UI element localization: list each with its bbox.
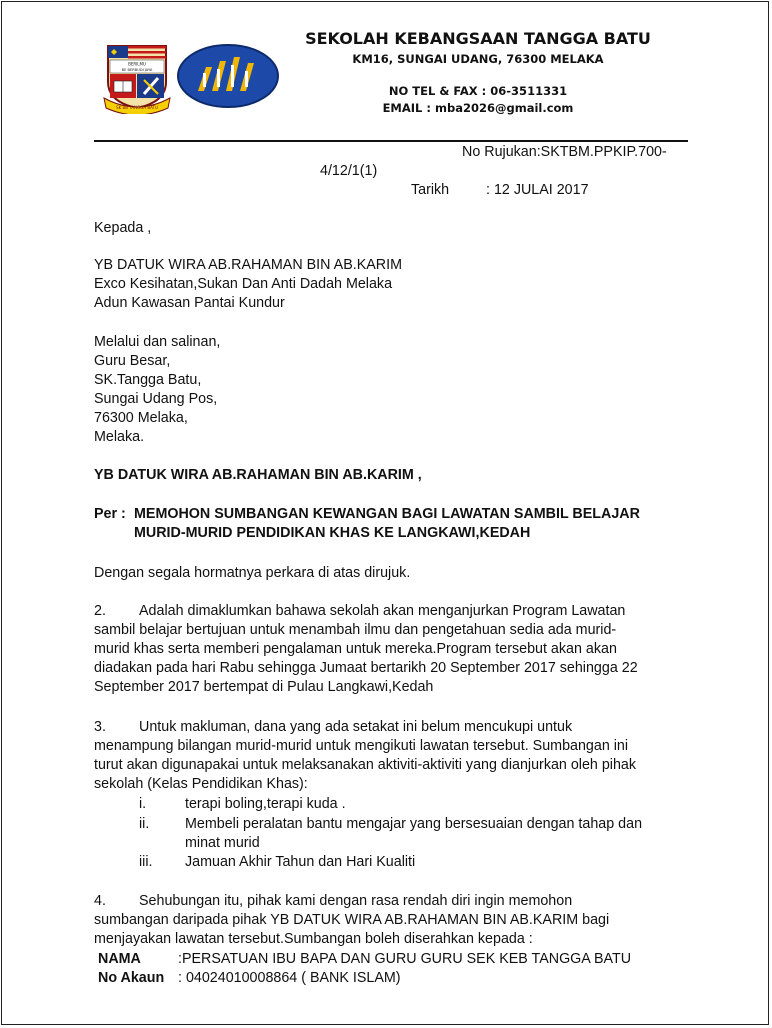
via-line: SK.Tangga Batu,	[94, 372, 202, 388]
school-email: EMAIL : mba2026@gmail.com	[382, 101, 574, 115]
list-item: Jamuan Akhir Tahun dan Hari Kualiti	[185, 854, 416, 870]
via-line: Melalui dan salinan,	[94, 334, 221, 350]
recipient-line: Exco Kesihatan,Sukan Dan Anti Dadah Melaka	[94, 276, 393, 292]
via-line: Sungai Udang Pos,	[94, 391, 218, 407]
para2-line: murid khas serta memberi pengalaman untuk mereka.Program tersebut akan akan	[94, 641, 617, 657]
recipient-line: YB DATUK WIRA AB.RAHAMAN BIN AB.KARIM	[94, 257, 402, 273]
list-item-number: iii.	[139, 854, 153, 870]
para2-line: diadakan pada hari Rabu sehingga Jumaat bertarikh 20 September 2017 sehingga 22	[94, 660, 638, 676]
via-line: Melaka.	[94, 429, 145, 445]
account-name-label: NAMA	[98, 951, 141, 967]
para2-line: September 2017 bertempat di Pulau Langkawi,Kedah	[94, 679, 434, 695]
recipient-line: Adun Kawasan Pantai Kundur	[94, 295, 285, 311]
para4-line: sumbangan daripada pihak YB DATUK WIRA AB.RAHAMAN BIN AB.KARIM bagi	[94, 912, 610, 928]
para4-line: menjayakan lawatan tersebut.Sumbangan boleh diserahkan kepada :	[94, 931, 533, 947]
oval-emblem-logo	[176, 43, 280, 109]
para3-line: menampung bilangan murid-murid untuk mengikuti lawatan tersebut. Sumbangan ini	[94, 738, 629, 754]
account-number-value: : 04024010008864 ( BANK ISLAM)	[178, 970, 401, 986]
list-item-cont: minat murid	[185, 835, 260, 851]
para2-line: sambil belajar bertujuan untuk menambah ilmu dan pengetahuan sedia ada murid-	[94, 622, 617, 638]
date-value: : 12 JULAI 2017	[486, 182, 589, 198]
school-crest-logo	[102, 42, 172, 114]
reference-number: No Rujukan:SKTBM.PPKIP.700-	[462, 144, 667, 160]
para3-line: sekolah (Kelas Pendidikan Khas):	[94, 776, 308, 792]
salutation: YB DATUK WIRA AB.RAHAMAN BIN AB.KARIM ,	[94, 467, 422, 483]
via-line: Guru Besar,	[94, 353, 171, 369]
account-name-value: :PERSATUAN IBU BAPA DAN GURU GURU SEK KEB TANGGA BATU	[178, 951, 632, 967]
list-item-number: i.	[139, 796, 147, 812]
via-line: 76300 Melaka,	[94, 410, 188, 426]
para2-line: Adalah dimaklumkan bahawa sekolah akan menganjurkan Program Lawatan	[139, 603, 626, 619]
subject-line: MURID-MURID PENDIDIKAN KHAS KE LANGKAWI,KEDAH	[134, 525, 531, 541]
crest-banner: SK BB TANGGA BATU	[116, 105, 158, 110]
reference-number-cont: 4/12/1(1)	[320, 163, 378, 179]
para4-line: Sehubungan itu, pihak kami dengan rasa rendah diri ingin memohon	[139, 893, 573, 909]
greeting: Kepada ,	[94, 220, 152, 236]
school-address: KM16, SUNGAI UDANG, 76300 MELAKA	[352, 52, 604, 66]
para3-number: 3.	[94, 719, 106, 735]
list-item: terapi boling,terapi kuda .	[185, 796, 346, 812]
intro-text: Dengan segala hormatnya perkara di atas dirujuk.	[94, 565, 411, 581]
header-divider	[94, 140, 688, 142]
school-phone: NO TEL & FAX : 06-3511331	[388, 84, 568, 98]
subject-line: MEMOHON SUMBANGAN KEWANGAN BAGI LAWATAN SAMBIL BELAJAR	[134, 506, 640, 522]
para3-line: turut akan digunapakai untuk melaksanakan aktiviti-aktiviti yang dianjurkan oleh pihak	[94, 757, 637, 773]
crest-motto-top: BERILMU	[128, 61, 146, 67]
crest-motto-mid: BE BERBUDI JAYA	[121, 68, 153, 72]
subject-prefix: Per :	[94, 506, 126, 522]
para2-number: 2.	[94, 603, 106, 619]
para3-line: Untuk makluman, dana yang ada setakat ini belum mencukupi untuk	[139, 719, 573, 735]
list-item-number: ii.	[139, 816, 150, 832]
list-item: Membeli peralatan bantu mengajar yang bersesuaian dengan tahap dan	[185, 816, 643, 832]
account-number-label: No Akaun	[98, 970, 165, 986]
para4-number: 4.	[94, 893, 106, 909]
date-label: Tarikh	[411, 182, 450, 198]
school-name: SEKOLAH KEBANGSAAN TANGGA BATU	[305, 29, 651, 48]
